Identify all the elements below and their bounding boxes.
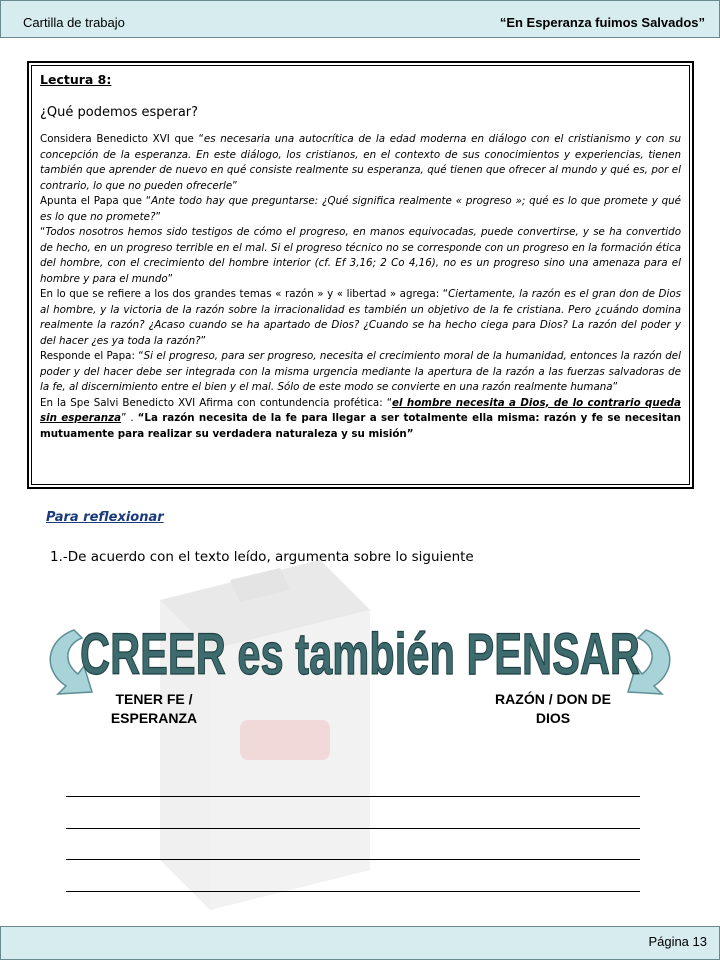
reading-paragraph-3: “Todos nosotros hemos sido testigos de cómo el progreso, en manos equivocadas, puede convertirse, y se ha convertido de hecho, en un progreso terrible en el mal. Si el progreso técnico no se corresponde con un progreso en la formación ética del hombre, con el crecimiento del hombre interior (cf. Ef 3,16; 2 Co 4,16), no es un progreso sino una amenaza para el hombre y para el mundo” bbox=[40, 226, 681, 285]
reading-paragraph-4: En lo que se refiere a los dos grandes temas « razón » y « libertad » agrega: “Ciertamente, la razón es el gran don de Dios al hombre, y la victoria de la razón sobre la irracionalidad es también un objetivo de la fe cristiana. Pero ¿cuándo domina realmente la razón? ¿Acaso cuando se ha apartado de Dios? ¿Cuando se ha hecho ciega para Dios? La razón del poder y del hacer ¿es ya toda la razón?” bbox=[40, 288, 682, 347]
reflect-instruction: 1.-De acuerdo con el texto leído, argumenta sobre lo siguiente bbox=[50, 549, 474, 565]
answer-line[interactable] bbox=[66, 891, 640, 892]
reading-label: Lectura 8: bbox=[40, 72, 112, 87]
reading-box bbox=[27, 61, 694, 489]
answer-line[interactable] bbox=[66, 796, 640, 797]
page-footer bbox=[0, 926, 720, 960]
banner-right-label: RAZÓN / DON DE DIOS bbox=[495, 691, 611, 726]
header-left-text: Cartilla de trabajo bbox=[23, 15, 125, 30]
reading-question: ¿Qué podemos esperar? bbox=[40, 105, 199, 120]
reading-body bbox=[40, 132, 681, 442]
header-right-text: “En Esperanza fuimos Salvados” bbox=[499, 15, 705, 30]
reading-paragraph-2: Apunta el Papa que “Ante todo hay que preguntarse: ¿Qué significa realmente « progreso »; qué es lo que promete y qué es lo que no promete?” bbox=[40, 195, 682, 223]
page-number: Página 13 bbox=[648, 934, 707, 949]
reading-paragraph-6: En la Spe Salvi Benedicto XVI Afirma con contundencia profética: “el hombre necesita a Dios, de lo contrario queda sin esperanza” . “La razón necesita de la fe para llegar a ser totalmente ella misma: razón y fe se necesitan mutuamente para realizar su verdadera naturaleza y su misión” bbox=[40, 396, 681, 440]
reflect-heading: Para reflexionar bbox=[46, 510, 164, 525]
banner-left-label: TENER FE / ESPERANZA bbox=[110, 691, 198, 726]
reading-paragraph-5: Responde el Papa: “Si el progreso, para ser progreso, necesita el crecimiento moral de la humanidad, entonces la razón del poder y del hacer debe ser integrada con la misma urgencia mediante la apertura de la razón a las fuerzas salvadoras de la fe, al discernimiento entre el bien y el mal. Sólo de este modo se convierte en una razón realmente humana” bbox=[40, 350, 681, 393]
banner-title: CREER es también PENSAR bbox=[80, 622, 640, 687]
answer-line[interactable] bbox=[66, 828, 640, 829]
answer-line[interactable] bbox=[66, 859, 640, 860]
toolbox-watermark-icon bbox=[120, 540, 390, 920]
reading-paragraph-1: Considera Benedicto XVI que “es necesaria una autocrítica de la edad moderna en diálogo con el cristianismo y con su concepción de la esperanza. En este diálogo, los cristianos, en el contexto de sus conocimientos y experiencias, tienen también que aprender de nuevo en qué consiste realmente su esperanza, qué tienen que ofrecer al mundo y qué es, por el contrario, lo que no pueden ofrecerle” bbox=[40, 133, 681, 192]
page-header bbox=[0, 0, 720, 38]
